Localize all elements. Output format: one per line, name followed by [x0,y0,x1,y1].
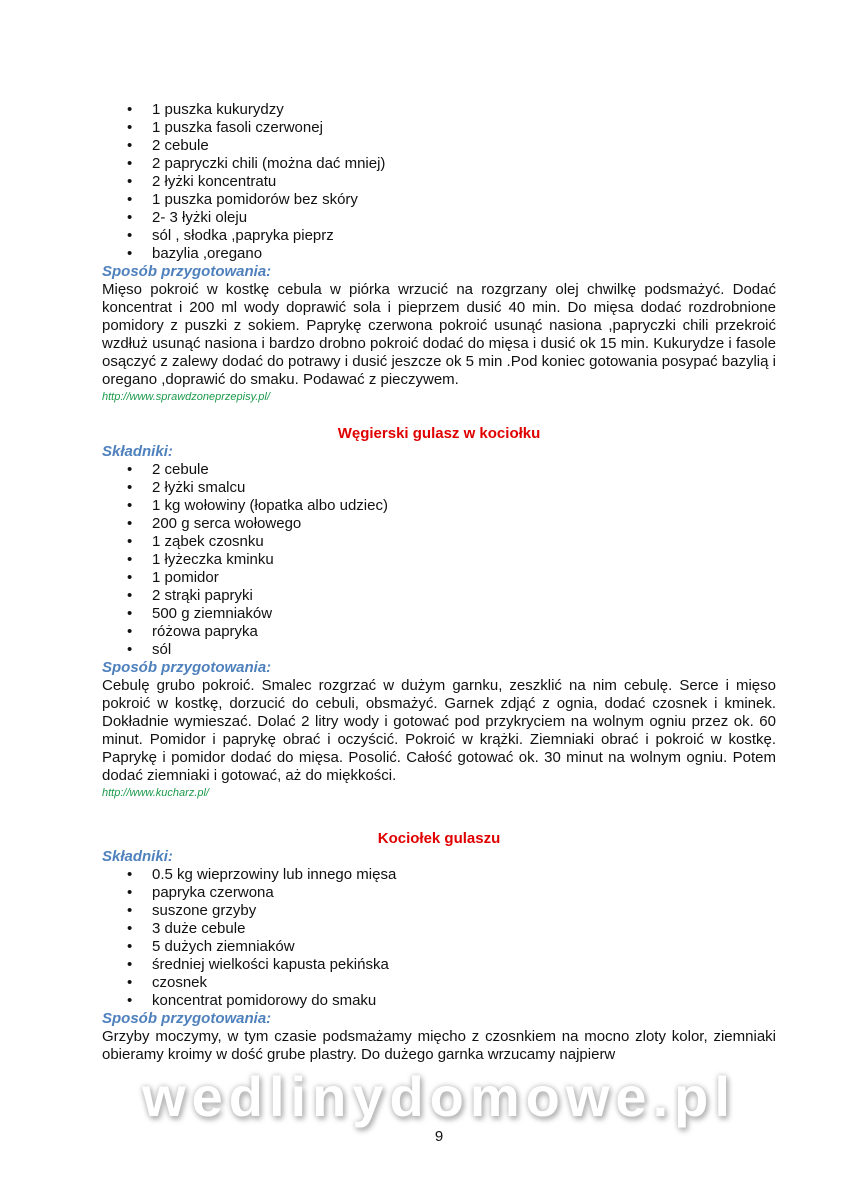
source-link[interactable]: http://www.sprawdzoneprzepisy.pl/ [102,391,270,403]
method-label: Sposób przygotowania: [102,1010,272,1027]
ingredient-text: 1 puszka kukurydzy [152,101,284,118]
ingredient-item [102,605,776,623]
ingredient-item [102,956,776,974]
ingredient-item [102,920,776,938]
bullet-icon: • [127,101,133,118]
bullet-icon: • [127,515,133,532]
ingredient-item [102,641,776,659]
ingredient-item [102,155,776,173]
ingredient-item [102,569,776,587]
ingredient-text: 1 kg wołowiny (łopatka albo udziec) [152,497,388,514]
bullet-icon: • [127,587,133,604]
ingredient-item [102,884,776,902]
ingredient-item [102,227,776,245]
ingredient-text: 2 strąki papryki [152,587,253,604]
bullet-icon: • [127,623,133,640]
ingredient-text: 1 puszka fasoli czerwonej [152,119,323,136]
document-page [102,101,776,1146]
bullet-icon: • [127,191,133,208]
ingredient-item [102,137,776,155]
ingredient-item [102,191,776,209]
ingredient-text: suszone grzyby [152,902,257,919]
recipe-title: Kociołek gulaszu [377,830,501,847]
bullet-icon: • [127,884,133,901]
method-text: Mięso pokroić w kostkę cebula w piórka wrzucić na rozgrzany olej chwilkę podsmażyć. Dodać koncentrat i 200 ml wody doprawić sola i pieprzem dusić 40 min. Do mięsa dodać rozdrobnione pomidory z puszki z sokiem. Paprykę czerwona pokroić usunąć nasiona ,papryczki chili przekroić wzdłuż usunąć nasiona i bardzo drobno pokroić dodać do mięsa i dusić ok 15 min. Kukurydze i fasole osączyć z zalewy dodać do potrawy i dusić jeszcze ok 5 min .Pod koniec gotowania posypać bazylią i oregano ,doprawić do smaku. Podawać z pieczywem. [102,281,776,388]
bullet-icon: • [127,641,133,658]
bullet-icon: • [127,119,133,136]
bullet-icon: • [127,461,133,478]
ingredient-item [102,515,776,533]
ingredient-text: 1 łyżeczka kminku [152,551,274,568]
ingredient-text: różowa papryka [152,623,258,640]
bullet-icon: • [127,992,133,1009]
bullet-icon: • [127,866,133,883]
bullet-icon: • [127,227,133,244]
bullet-icon: • [127,245,133,262]
ingredient-text: bazylia ,oregano [152,245,263,262]
ingredient-text: 2- 3 łyżki oleju [152,209,248,226]
method-text: Grzyby moczymy, w tym czasie podsmażamy mięcho z czosnkiem na mocno zloty kolor, ziemniaki obieramy kroimy w dość grube plastry. Do dużego garnka wrzucamy najpierw [102,1028,776,1063]
bullet-icon: • [127,137,133,154]
ingredient-text: 2 papryczki chili (można dać mniej) [152,155,386,172]
ingredient-text: 2 łyżki smalcu [152,479,246,496]
ingredient-item [102,623,776,641]
bullet-icon: • [127,902,133,919]
ingredient-text: 2 cebule [152,137,209,154]
ingredient-item [102,938,776,956]
bullet-icon: • [127,209,133,226]
page-number: 9 [434,1128,444,1145]
ingredient-list [102,461,776,659]
bullet-icon: • [127,569,133,586]
ingredient-text: czosnek [152,974,208,991]
ingredient-item [102,461,776,479]
ingredient-item [102,587,776,605]
ingredient-item [102,533,776,551]
ingredient-list [102,866,776,1010]
ingredient-text: 0.5 kg wieprzowiny lub innego mięsa [152,866,397,883]
ingredient-item [102,479,776,497]
ingredient-item [102,119,776,137]
bullet-icon: • [127,956,133,973]
ingredient-list [102,101,776,263]
bullet-icon: • [127,497,133,514]
recipe1 [102,101,776,405]
watermark: wedlinydomowe.pl [142,1065,736,1128]
ingredient-item [102,245,776,263]
ingredients-label: Składniki: [102,443,173,460]
recipe2 [102,425,776,801]
recipe-title: Węgierski gulasz w kociołku [337,425,541,442]
ingredient-item [102,101,776,119]
ingredient-text: 1 pomidor [152,569,219,586]
ingredient-text: 200 g serca wołowego [152,515,302,532]
bullet-icon: • [127,533,133,550]
method-text: Cebulę grubo pokroić. Smalec rozgrzać w dużym garnku, zeszklić na nim cebulę. Serce i mięso pokroić w kostkę, dorzucić do cebuli, obsmażyć. Garnek zdjąć z ognia, dodać czosnek i kminek. Dokładnie wymieszać. Dolać 2 litry wody i gotować pod przykryciem na wolnym ogniu przez ok. 60 minut. Pomidor i paprykę obrać i oczyścić. Pokroić w krążki. Ziemniaki obrać i pokroić w kostkę. Paprykę i pomidor dodać do mięsa. Posolić. Całość gotować ok. 30 minut na wolnym ogniu. Potem dodać ziemniaki i gotować, aż do miękkości. [102,677,776,784]
ingredient-item [102,974,776,992]
ingredient-text: 2 łyżki koncentratu [152,173,277,190]
ingredient-text: papryka czerwona [152,884,274,901]
recipe3 [102,830,776,1064]
source-link[interactable]: http://www.kucharz.pl/ [102,787,209,799]
method-label: Sposób przygotowania: [102,263,272,280]
ingredients-label: Składniki: [102,848,173,865]
ingredient-text: 3 duże cebule [152,920,246,937]
ingredient-text: 1 ząbek czosnku [152,533,264,550]
ingredient-text: 500 g ziemniaków [152,605,273,622]
bullet-icon: • [127,551,133,568]
ingredient-text: 5 dużych ziemniaków [152,938,295,955]
bullet-icon: • [127,173,133,190]
ingredient-text: sól , słodka ,papryka pieprz [152,227,334,244]
bullet-icon: • [127,920,133,937]
ingredient-item [102,497,776,515]
method-label: Sposób przygotowania: [102,659,272,676]
bullet-icon: • [127,974,133,991]
ingredient-item [102,992,776,1010]
ingredient-item [102,173,776,191]
bullet-icon: • [127,479,133,496]
ingredient-text: 2 cebule [152,461,209,478]
bullet-icon: • [127,605,133,622]
ingredient-text: średniej wielkości kapusta pekińska [152,956,389,973]
ingredient-text: koncentrat pomidorowy do smaku [152,992,377,1009]
bullet-icon: • [127,155,133,172]
ingredient-item [102,866,776,884]
ingredient-text: sól [152,641,172,658]
ingredient-item [102,209,776,227]
ingredient-item [102,902,776,920]
bullet-icon: • [127,938,133,955]
ingredient-text: 1 puszka pomidorów bez skóry [152,191,358,208]
ingredient-item [102,551,776,569]
